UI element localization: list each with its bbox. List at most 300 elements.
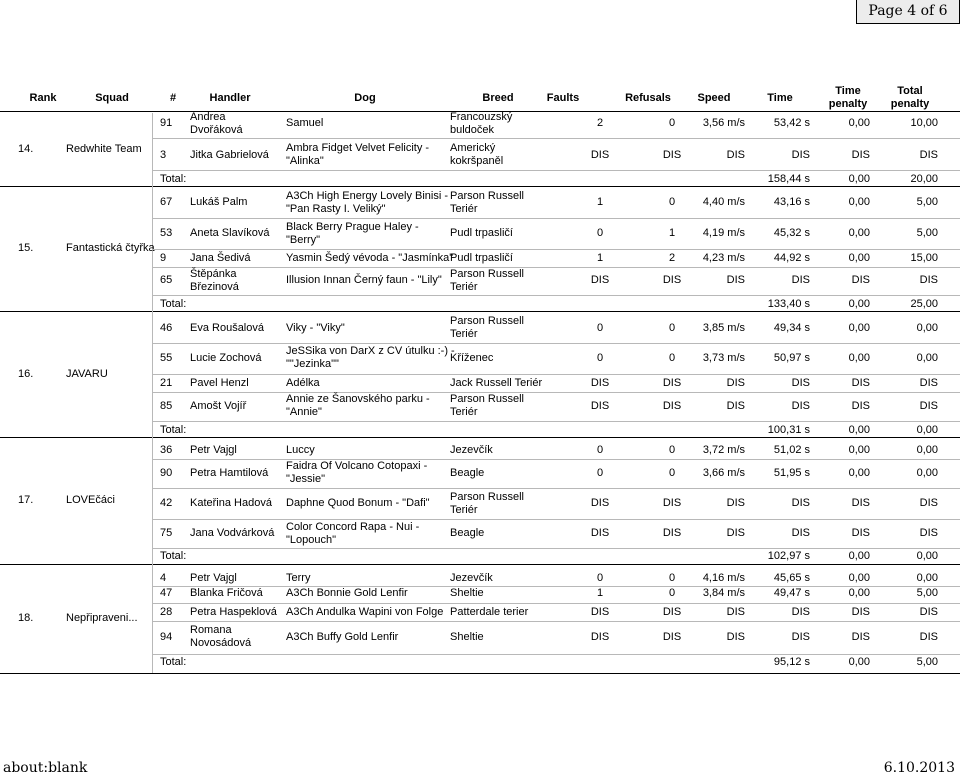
cell-refusals: 0 [668,587,676,599]
cell-faults: 0 [596,227,604,239]
row-separator [152,170,960,171]
header-speed: Speed [697,92,731,104]
cell-time: DIS [791,400,810,412]
cell-line: "Pan Rasty I. Veliký" [286,203,386,215]
cell-tpen: DIS [851,400,870,412]
cell-line: Viky - "Viky" [286,322,345,334]
cell-time: 45,32 s [773,227,810,239]
cell-line: Parson Russell [450,190,524,202]
cell-tpen: 0,00 [848,444,870,456]
total-label: Total: [160,424,187,436]
cell-breed [450,142,542,168]
cell-dog [286,587,446,600]
cell-dog [286,606,446,619]
cell-line: Jana Vodvárková [190,527,275,539]
cell-speed: 4,16 m/s [702,572,745,584]
cell-faults: 0 [596,352,604,364]
cell-dog [286,444,446,457]
cell-dog [286,190,449,216]
cell-speed: 3,72 m/s [702,444,745,456]
cell-line: Sheltie [450,587,484,599]
cell-total: 5,00 [916,227,938,239]
cell-line: Parson Russell [450,393,524,405]
cell-line: Kříženec [450,352,494,364]
cell-breed [450,527,542,540]
team-name: JAVARU [66,368,108,380]
cell-total: 0,00 [916,572,938,584]
cell-line: Faidra Of Volcano Cotopaxi - [286,460,428,472]
total-total: 0,00 [916,424,938,436]
cell-line: Yasmin Šedý vévoda - "Jasmínka" [286,252,454,264]
cell-dog [286,460,446,486]
cell-dog [286,142,446,168]
cell-time: DIS [791,149,810,161]
cell-line: Romana [190,624,232,636]
cell-breed [450,572,542,585]
cell-total: DIS [919,497,938,509]
cell-line: Teriér [450,328,478,340]
cell-line: Americký [450,142,496,154]
cell-line: Aneta Slavíková [190,227,270,239]
row-separator [152,488,960,489]
row-separator [152,218,960,219]
cell-speed: DIS [726,149,745,161]
cell-breed [450,377,542,390]
header-total-penalty: Total penalty [890,85,930,110]
cell-total: DIS [919,377,938,389]
cell-dog [286,221,446,247]
cell-line: Jezevčík [450,572,493,584]
cell-line: "Lopouch" [286,534,337,546]
cell-time: DIS [791,274,810,286]
cell-line: Parson Russell [450,491,524,503]
cell-line: Jezevčík [450,444,493,456]
cell-tpen: 0,00 [848,227,870,239]
cell-breed [450,491,542,517]
cell-faults: DIS [590,497,610,509]
cell-faults: DIS [590,606,610,618]
header-dog: Dog [354,92,376,104]
cell-refusals: 0 [668,467,676,479]
cell-num: 47 [160,587,173,599]
row-separator [152,459,960,460]
cell-line: Ambra Fidget Velvet Felicity - [286,142,430,154]
group-rule [0,186,960,187]
total-time: 133,40 s [767,298,810,310]
cell-breed [450,352,542,365]
cell-breed [450,631,542,644]
cell-speed: DIS [726,400,745,412]
group-divider [152,564,153,673]
cell-line: Andrea [190,111,226,123]
cell-time: 49,34 s [773,322,810,334]
group-rule [0,437,960,438]
cell-tpen: 0,00 [848,467,870,479]
cell-refusals: DIS [662,149,682,161]
cell-refusals: DIS [662,606,682,618]
cell-faults: 0 [596,322,604,334]
cell-refusals: DIS [662,400,682,412]
cell-tpen: 0,00 [848,196,870,208]
cell-handler [190,268,278,294]
cell-time: DIS [791,631,810,643]
cell-handler [190,624,278,650]
cell-line: Štěpánka [190,268,237,280]
row-separator [152,421,960,422]
group-divider [152,113,153,186]
cell-faults: 0 [596,444,604,456]
cell-total: DIS [919,400,938,412]
cell-faults: DIS [590,274,610,286]
header-refusals: Refusals [625,92,671,104]
cell-num: 53 [160,227,173,239]
cell-handler [190,111,278,137]
cell-speed: 3,84 m/s [702,587,745,599]
cell-total: DIS [919,149,938,161]
cell-line: "Jessie" [286,473,325,485]
cell-breed [450,315,542,341]
cell-line: Blanka Fričová [190,587,263,599]
cell-speed: DIS [726,497,745,509]
cell-refusals: 0 [668,117,676,129]
cell-num: 94 [160,631,173,643]
total-total: 5,00 [916,656,938,668]
cell-line: Terry [286,572,311,584]
total-tpen: 0,00 [848,550,870,562]
cell-speed: DIS [726,606,745,618]
cell-refusals: 0 [668,352,676,364]
cell-line: A3Ch Andulka Wapini von Folge [286,606,444,618]
cell-refusals: 1 [668,227,676,239]
cell-line: Black Berry Prague Haley - [286,221,419,233]
footer-date: 6.10.2013 [883,760,955,776]
cell-time: DIS [791,527,810,539]
header-breed: Breed [482,92,514,104]
cell-refusals: 0 [668,444,676,456]
total-tpen: 0,00 [848,656,870,668]
cell-time: 44,92 s [773,252,810,264]
cell-num: 4 [160,572,167,584]
cell-refusals: DIS [662,631,682,643]
cell-total: 15,00 [910,252,938,264]
cell-time: DIS [791,497,810,509]
cell-time: 45,65 s [773,572,810,584]
cell-line: Pudl trpasličí [450,252,513,264]
cell-breed [450,190,542,216]
team-name: Nepřipraveni... [66,612,138,624]
cell-total: 0,00 [916,322,938,334]
cell-line: Eva Roušalová [190,322,264,334]
cell-total: 0,00 [916,444,938,456]
cell-faults: 2 [596,117,604,129]
cell-handler [190,527,278,540]
row-separator [152,138,960,139]
cell-tpen: 0,00 [848,572,870,584]
cell-num: 28 [160,606,173,618]
row-separator [152,392,960,393]
team-rank: 18. [18,612,34,624]
cell-handler [190,149,278,162]
cell-tpen: 0,00 [848,587,870,599]
row-separator [152,249,960,250]
cell-line: Jack Russell Teriér [450,377,543,389]
cell-time: 43,16 s [773,196,810,208]
cell-line: Petr Vajgl [190,444,237,456]
total-label: Total: [160,656,187,668]
cell-faults: DIS [590,377,610,389]
cell-line: Illusion Innan Černý faun - "Lily" [286,274,442,286]
cell-num: 75 [160,527,173,539]
cell-speed: 3,73 m/s [702,352,745,364]
cell-faults: 0 [596,467,604,479]
cell-num: 65 [160,274,173,286]
cell-num: 55 [160,352,173,364]
cell-handler [190,322,278,335]
cell-line: Luccy [286,444,315,456]
group-divider [152,437,153,564]
cell-line: Pavel Henzl [190,377,249,389]
cell-tpen: DIS [851,606,870,618]
cell-line: Beagle [450,527,485,539]
row-separator [152,295,960,296]
header-faults: Faults [546,92,580,104]
cell-line: Březinová [190,281,239,293]
cell-line: Petra Hamtilová [190,467,269,479]
cell-tpen: 0,00 [848,252,870,264]
cell-handler [190,572,278,585]
cell-line: Parson Russell [450,268,524,280]
cell-dog [286,572,446,585]
cell-line: kokršpaněl [450,155,504,167]
cell-speed: 4,23 m/s [702,252,745,264]
cell-breed [450,268,542,294]
cell-num: 91 [160,117,173,129]
cell-num: 85 [160,400,173,412]
cell-line: "Alinka" [286,155,324,167]
group-rule [0,311,960,312]
cell-speed: 3,66 m/s [702,467,745,479]
page-indicator: Page 4 of 6 [856,0,960,24]
cell-breed [450,587,542,600]
cell-line: Adélka [286,377,320,389]
cell-line: Beagle [450,467,485,479]
cell-dog [286,252,454,265]
cell-faults: 0 [596,572,604,584]
row-separator [152,654,960,655]
team-rank: 16. [18,368,34,380]
cell-line: Parson Russell [450,315,524,327]
total-tpen: 0,00 [848,424,870,436]
total-tpen: 0,00 [848,298,870,310]
cell-num: 90 [160,467,173,479]
header-number: # [169,92,177,104]
team-rank: 14. [18,143,34,155]
cell-handler [190,196,278,209]
cell-dog [286,345,455,371]
cell-speed: DIS [726,274,745,286]
cell-line: Teriér [450,406,478,418]
cell-breed [450,111,542,137]
cell-line: Francouzský [450,111,513,123]
total-time: 95,12 s [773,656,810,668]
cell-line: ""Jezinka"" [286,358,339,370]
cell-time: DIS [791,377,810,389]
row-separator [152,621,960,622]
cell-refusals: DIS [662,497,682,509]
cell-line: Daphne Quod Bonum - "Dafi" [286,497,430,509]
cell-handler [190,400,278,413]
cell-speed: 3,85 m/s [702,322,745,334]
cell-num: 42 [160,497,173,509]
cell-line: Sheltie [450,631,484,643]
cell-line: Samuel [286,117,324,129]
cell-time: 53,42 s [773,117,810,129]
cell-time: 50,97 s [773,352,810,364]
cell-handler [190,444,278,457]
cell-line: A3Ch Buffy Gold Lenfir [286,631,399,643]
cell-dog [286,521,446,547]
total-label: Total: [160,550,187,562]
cell-total: DIS [919,274,938,286]
cell-line: Teriér [450,504,478,516]
cell-line: A3Ch High Energy Lovely Binisi - [286,190,449,202]
cell-breed [450,444,542,457]
cell-total: DIS [919,606,938,618]
cell-speed: DIS [726,527,745,539]
cell-tpen: DIS [851,631,870,643]
cell-line: Color Concord Rapa - Nui - [286,521,420,533]
cell-tpen: 0,00 [848,322,870,334]
cell-faults: DIS [590,149,610,161]
total-total: 25,00 [910,298,938,310]
cell-faults: DIS [590,527,610,539]
cell-breed [450,252,542,265]
cell-num: 9 [160,252,167,264]
cell-speed: 4,19 m/s [702,227,745,239]
cell-line: Lucie Zochová [190,352,262,364]
cell-refusals: DIS [662,377,682,389]
cell-breed [450,393,542,419]
cell-tpen: 0,00 [848,117,870,129]
header-time: Time [767,92,793,104]
cell-num: 67 [160,196,173,208]
header-time-penalty: Time penalty [828,85,868,110]
cell-line: Lukáš Palm [190,196,248,208]
cell-handler [190,606,278,619]
total-time: 100,31 s [767,424,810,436]
cell-line: Pudl trpasličí [450,227,513,239]
cell-line: Teriér [450,281,478,293]
cell-num: 36 [160,444,173,456]
cell-total: DIS [919,631,938,643]
team-rank: 15. [18,242,34,254]
cell-total: 0,00 [916,352,938,364]
cell-line: Teriér [450,203,478,215]
cell-num: 3 [160,149,167,161]
row-separator [152,374,960,375]
team-name: LOVEčáci [66,494,115,506]
cell-breed [450,227,542,240]
cell-speed: DIS [726,377,745,389]
cell-num: 21 [160,377,173,389]
total-time: 158,44 s [767,173,810,185]
cell-time: DIS [791,606,810,618]
row-separator [152,519,960,520]
row-separator [152,603,960,604]
cell-line: A3Ch Bonnie Gold Lenfir [286,587,408,599]
total-tpen: 0,00 [848,173,870,185]
cell-line: Novosádová [190,637,252,649]
cell-refusals: DIS [662,527,682,539]
cell-dog [286,631,446,644]
cell-faults: DIS [590,400,610,412]
cell-time: 49,47 s [773,587,810,599]
cell-line: Petr Vajgl [190,572,237,584]
total-label: Total: [160,298,187,310]
cell-refusals: 0 [668,572,676,584]
team-name: Redwhite Team [66,143,142,155]
cell-line: Dvořáková [190,124,243,136]
cell-handler [190,352,278,365]
cell-line: "Berry" [286,234,321,246]
cell-faults: 1 [596,252,604,264]
cell-line: Amošt Vojíř [190,400,247,412]
cell-line: Jitka Gabrielová [190,149,269,161]
header-rank: Rank [29,92,57,104]
cell-tpen: DIS [851,149,870,161]
row-separator [152,548,960,549]
cell-faults: DIS [590,631,610,643]
footer-url: about:blank [3,760,88,776]
cell-refusals: 2 [668,252,676,264]
cell-line: Kateřina Hadová [190,497,272,509]
cell-line: Annie ze Šanovského parku - [286,393,430,405]
cell-tpen: DIS [851,377,870,389]
cell-dog [286,497,446,510]
cell-line: Petra Haspeklová [190,606,277,618]
cell-refusals: DIS [662,274,682,286]
cell-dog [286,393,446,419]
cell-speed: DIS [726,631,745,643]
cell-line: buldoček [450,124,495,136]
cell-time: 51,95 s [773,467,810,479]
header-squad: Squad [95,92,129,104]
cell-dog [286,274,446,287]
cell-faults: 1 [596,587,604,599]
cell-speed: 4,40 m/s [702,196,745,208]
cell-refusals: 0 [668,322,676,334]
cell-dog [286,117,446,130]
cell-total: 5,00 [916,196,938,208]
cell-total: 5,00 [916,587,938,599]
header-handler: Handler [209,92,251,104]
cell-line: JeSSika von DarX z CV útulku :-) - [286,345,455,357]
cell-num: 46 [160,322,173,334]
cell-line: Patterdale terier [450,606,529,618]
cell-breed [450,606,542,619]
cell-line: "Annie" [286,406,322,418]
cell-handler [190,587,278,600]
cell-handler [190,467,278,480]
team-rank: 17. [18,494,34,506]
cell-tpen: DIS [851,497,870,509]
cell-total: 0,00 [916,467,938,479]
total-time: 102,97 s [767,550,810,562]
cell-line: Jana Šedivá [190,252,251,264]
cell-dog [286,377,446,390]
total-total: 0,00 [916,550,938,562]
cell-total: 10,00 [910,117,938,129]
